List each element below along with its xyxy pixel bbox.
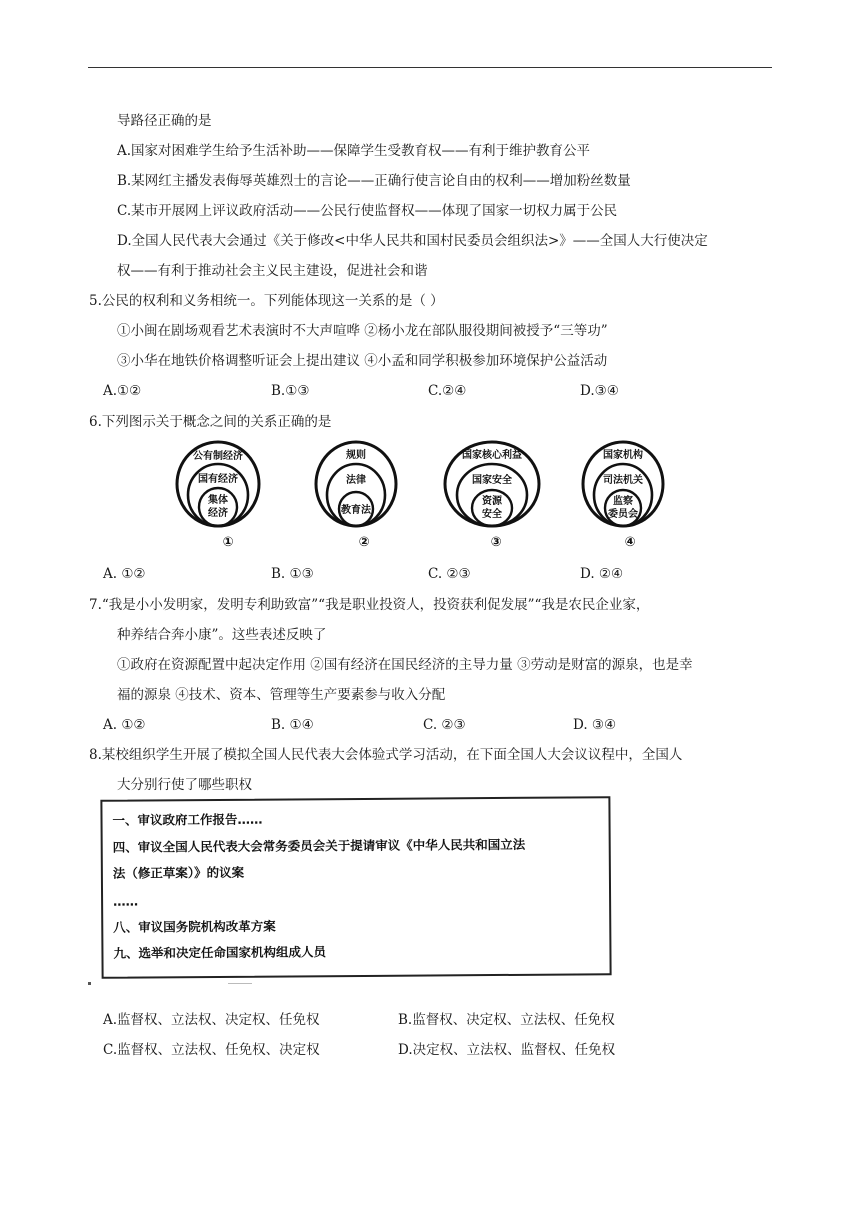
d2-number: ②: [358, 535, 370, 550]
q4-option-d-line2: 权——有利于推动社会主义民主建设，促进社会和谐: [117, 263, 428, 279]
q6-concept-diagrams: [170, 436, 670, 554]
d3-middle-label: 国家安全: [472, 475, 512, 486]
d4-inner-label-2: 委员会: [608, 509, 638, 520]
q8-option-a: A.监督权、立法权、决定权、任免权: [103, 1012, 320, 1028]
q5-statements-2: ③小华在地铁价格调整听证会上提出建议 ④小孟和同学积极参加环境保护公益活动: [117, 353, 608, 369]
d3-number: ③: [490, 535, 502, 550]
q7-stem-line1: 7.“我是小小发明家，发明专利助致富”“我是职业投资人，投资获利促发展”“我是农民企业家，: [89, 597, 650, 613]
header-rule: [88, 67, 772, 68]
q7-option-c: C. ②③: [423, 717, 466, 733]
q4-option-b: B.某网红主播发表侮辱英雄烈士的言论——正确行使言论自由的权利——增加粉丝数量: [117, 173, 631, 189]
q6-option-a: A. ①②: [103, 566, 146, 582]
agenda-box: [100, 796, 611, 979]
q7-statements-1: ①政府在资源配置中起决定作用 ②国有经济在国民经济的主导力量 ③劳动是财富的源泉，也是幸: [117, 657, 693, 673]
agenda-item-9: 九、选举和决定任命国家机构组成人员: [113, 944, 327, 961]
d3-inner-label-2: 安全: [482, 509, 502, 520]
q7-option-a: A. ①②: [103, 717, 146, 733]
q6-option-c: C. ②③: [428, 566, 471, 582]
q5-option-a: A.①②: [103, 383, 142, 399]
d4-middle-label: 司法机关: [603, 475, 643, 486]
q7-statements-2: 福的源泉 ④技术、资本、管理等生产要素参与收入分配: [117, 687, 446, 703]
d2-middle-label: 法律: [346, 475, 366, 486]
q5-option-b: B.①③: [271, 383, 310, 399]
q5-option-d: D.③④: [580, 383, 619, 399]
d2-outer-label: 规则: [346, 450, 366, 461]
d2-inner-label: 教育法: [341, 505, 371, 516]
d3-outer-label: 国家核心利益: [462, 450, 522, 461]
d4-inner-label-1: 监察: [613, 496, 633, 507]
q7-stem-line2: 种养结合奔小康”。这些表述反映了: [117, 627, 327, 643]
q4-stem-tail: 导路径正确的是: [117, 113, 212, 129]
q7-option-d: D. ③④: [573, 717, 617, 733]
q5-stem: 5.公民的权利和义务相统一。下列能体现这一关系的是（ ）: [89, 293, 444, 309]
q6-stem: 6.下列图示关于概念之间的关系正确的是: [89, 414, 332, 430]
q4-option-a: A.国家对困难学生给予生活补助——保障学生受教育权——有利于维护教育公平: [117, 143, 591, 159]
q8-stem-line2: 大分别行使了哪些职权: [117, 777, 252, 793]
scan-artifact: [88, 982, 388, 985]
diagram-2: [316, 442, 396, 550]
agenda-item-1: 一、审议政府工作报告……: [112, 811, 263, 828]
d1-middle-label: 国有经济: [198, 474, 238, 485]
q5-option-c: C.②④: [428, 383, 467, 399]
d3-inner-label-1: 资源: [482, 496, 502, 507]
diagram-4: [583, 442, 663, 550]
d4-outer-label: 国家机构: [603, 450, 643, 461]
agenda-item-8: 八、审议国务院机构改革方案: [113, 918, 276, 935]
q4-option-c: C.某市开展网上评议政府活动——公民行使监督权——体现了国家一切权力属于公民: [117, 203, 618, 219]
q8-option-b: B.监督权、决定权、立法权、任免权: [398, 1012, 615, 1028]
d1-number: ①: [222, 535, 234, 550]
q6-option-d: D. ②④: [580, 566, 624, 582]
q8-stem-line1: 8.某校组织学生开展了模拟全国人民代表大会体验式学习活动，在下面全国人大会议议程中，全国人: [89, 747, 683, 763]
q4-option-d-line1: D.全国人民代表大会通过《关于修改<中华人民共和国村民委员会组织法>》——全国人大行使决定: [117, 233, 708, 249]
q8-option-c: C.监督权、立法权、任免权、决定权: [103, 1042, 320, 1058]
agenda-item-4: 四、审议全国人民代表大会常务委员会关于提请审议《中华人民共和国立法: [112, 836, 526, 855]
agenda-item-4-cont: 法（修正草案）》的议案: [112, 864, 245, 881]
diagram-3: [445, 442, 539, 550]
q8-option-d: D.决定权、立法权、监督权、任免权: [398, 1042, 616, 1058]
q5-statements-1: ①小闽在剧场观看艺术表演时不大声喧哗 ②杨小龙在部队服役期间被授予“三等功”: [117, 323, 608, 339]
d4-number: ④: [624, 535, 636, 550]
q7-option-b: B. ①④: [271, 717, 314, 733]
q6-option-b: B. ①③: [271, 566, 314, 582]
d1-inner-label-1: 集体: [208, 495, 228, 506]
d1-inner-label-2: 经济: [208, 508, 228, 519]
d1-outer-label: 公有制经济: [193, 451, 243, 462]
diagram-1: [177, 442, 259, 550]
agenda-ellipsis: ……: [113, 893, 139, 909]
